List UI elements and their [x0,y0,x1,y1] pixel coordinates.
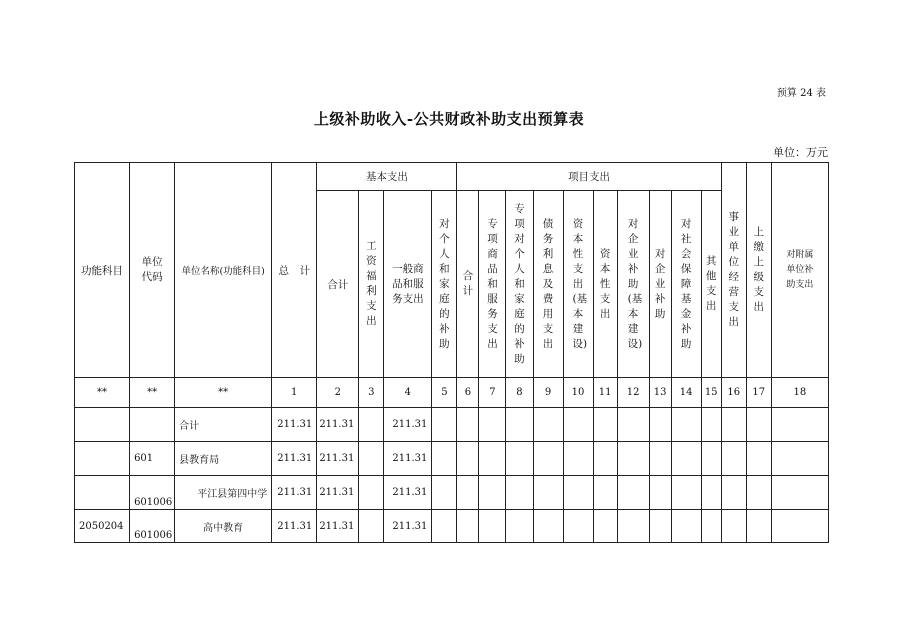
table-row-high-school [75,510,829,543]
index-cell: 1 [272,378,317,408]
index-cell: 10 [563,378,593,408]
name-cell: 平江县第四中学 [175,476,272,510]
code-cell: 601 [130,442,175,476]
empty-cell [359,510,384,543]
header-func-subject: 功能科目 [75,163,130,378]
index-cell: 9 [533,378,563,408]
total-cell: 211.31 [272,510,317,543]
index-cell: ** [130,378,175,408]
index-cell: 7 [479,378,506,408]
index-cell: ** [75,378,130,408]
header-enterprise-basic: 对企业补助(基本建设) [617,191,649,378]
func-cell: 2050204 [75,510,130,543]
index-cell: 8 [506,378,533,408]
header-individual-household: 对个人和家庭的补助 [432,191,457,378]
index-cell: 3 [359,378,384,408]
page-title: 上级补助收入-公共财政补助支出预算表 [313,110,585,128]
total-cell: 211.31 [272,408,317,442]
header-unit-code: 单位代码 [130,163,175,378]
code-cell: 601006 [130,476,175,510]
header-unit-name: 单位名称(功能科目) [175,163,272,378]
code-cell: 601006 [130,510,175,543]
header-remit-upper: 上缴上级支出 [746,163,771,378]
index-cell: 6 [457,378,479,408]
header-basic-group: 基本支出 [317,163,457,191]
empty-cell [359,442,384,476]
index-cell: 14 [671,378,701,408]
form-number: 预算 24 表 [776,88,826,99]
name-cell: 县教育局 [175,442,272,476]
basic-subtotal-cell: 211.31 [317,476,359,510]
general-goods-cell: 211.31 [384,476,432,510]
header-basic-subtotal: 合计 [317,191,359,378]
index-cell: 5 [432,378,457,408]
basic-subtotal-cell: 211.31 [317,408,359,442]
general-goods-cell: 211.31 [384,408,432,442]
header-project-group: 项目支出 [457,163,721,191]
header-enterprise: 对企业补助 [649,191,671,378]
name-cell: 高中教育 [175,510,272,543]
header-operating: 事业单位经营支出 [721,163,746,378]
index-cell: 16 [721,378,746,408]
unit-label: 单位：万元 [773,146,828,159]
index-cell: 4 [384,378,432,408]
header-other: 其他支出 [701,191,721,378]
code-cell [130,408,175,442]
header-row-1 [75,163,829,191]
table-row-bureau [75,442,829,476]
index-cell: 12 [617,378,649,408]
general-goods-cell: 211.31 [384,510,432,543]
header-social-security: 对社会保障基金补助 [671,191,701,378]
basic-subtotal-cell: 211.31 [317,510,359,543]
header-general-goods: 一般商品和服务支出 [384,191,432,378]
empty-cell [359,408,384,442]
table-row-total [75,408,829,442]
total-cell: 211.31 [272,442,317,476]
func-cell [75,408,130,442]
basic-subtotal-cell: 211.31 [317,442,359,476]
empty-cell [359,476,384,510]
header-affiliated: 对附属单位补助支出 [771,163,828,378]
table-row-school [75,476,829,510]
index-row [75,378,829,408]
index-cell: 17 [746,378,771,408]
header-special-goods: 专项商品和服务支出 [479,191,506,378]
index-cell: 15 [701,378,721,408]
index-cell: 2 [317,378,359,408]
header-capital-basic: 资本性支出(基本建设) [563,191,593,378]
func-cell [75,442,130,476]
name-cell: 合计 [175,408,272,442]
budget-table [74,162,829,543]
header-salary-welfare: 工资福利支出 [359,191,384,378]
index-cell: 11 [593,378,617,408]
header-project-subtotal: 合计 [457,191,479,378]
func-cell [75,476,130,510]
header-capital: 资本性支出 [593,191,617,378]
index-cell: ** [175,378,272,408]
header-total: 总 计 [272,163,317,378]
header-debt-interest: 债务利息及费用支出 [533,191,563,378]
header-special-individual: 专项对个人和家庭的补助 [506,191,533,378]
index-cell: 18 [771,378,828,408]
index-cell: 13 [649,378,671,408]
general-goods-cell: 211.31 [384,442,432,476]
total-cell: 211.31 [272,476,317,510]
